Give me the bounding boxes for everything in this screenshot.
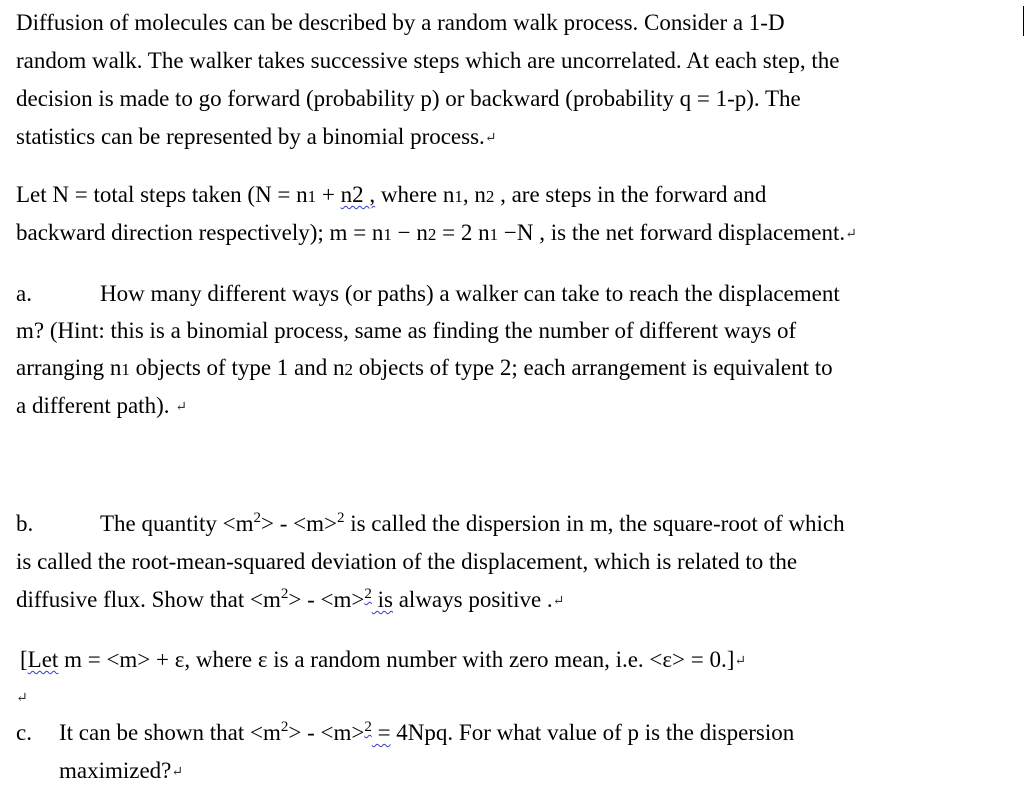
definition-text: backward direction respectively); m = n: [16, 220, 384, 245]
paragraph-mark: ↵: [171, 764, 184, 780]
part-c-line-2: [16, 752, 183, 789]
definition-text: , are steps in the forward and: [494, 182, 767, 207]
part-c-label: c.: [16, 720, 32, 745]
definition-text: +: [316, 182, 341, 207]
definition-line-2: [16, 214, 857, 251]
part-c-text: > - <m>: [288, 720, 365, 745]
spell-check-underline: Let: [27, 647, 59, 672]
hint-text: m = <m> + ε, where ε is a random number with zero mean, i.e. <ε> = 0.]: [58, 647, 735, 672]
part-a-text-2: m? (Hint: this is a binomial process, same as finding the number of different ways of: [16, 318, 797, 343]
paragraph-mark: ↵: [552, 593, 565, 609]
subscript: 2: [485, 187, 495, 206]
intro-line-2: [16, 42, 839, 79]
intro-text-3: decision is made to go forward (probability p) or backward (probability q = 1-p). The: [16, 86, 801, 111]
part-b-text: diffusive flux. Show that <m: [16, 587, 281, 612]
definition-text: , n: [462, 182, 486, 207]
paragraph-mark: ↵: [734, 653, 747, 669]
part-a-line-1: [16, 275, 840, 312]
part-c-text: 4Npq. For what value of p is the dispersion: [390, 720, 795, 745]
paragraph-mark: ↵: [845, 226, 857, 242]
part-c-line-1: [16, 714, 794, 751]
part-a-line-4: [16, 387, 187, 424]
part-a-line-3: [16, 349, 833, 386]
definition-text: Let N = total steps taken (N = n: [16, 182, 308, 207]
definition-text: − n: [391, 220, 428, 245]
paragraph-mark: ↵: [484, 130, 497, 146]
subscript: 2: [344, 360, 354, 379]
definition-line-1: [16, 176, 766, 213]
part-a-text: objects of type 1 and n: [129, 355, 345, 380]
part-b-line-1: [16, 505, 845, 542]
intro-text-2: random walk. The walker takes successive steps which are uncorrelated. At each step, the: [16, 48, 840, 73]
empty-line: [16, 678, 28, 715]
part-c-text: It can be shown that <m: [59, 720, 281, 745]
part-b-text: always positive .: [392, 587, 553, 612]
subscript: 1: [121, 360, 130, 379]
part-a-label: a.: [16, 281, 32, 306]
part-b-text: > - <m>: [288, 587, 365, 612]
part-b-line-3: [16, 581, 564, 618]
superscript: 2: [364, 586, 372, 602]
intro-line-4: [16, 118, 497, 155]
intro-text-4: statistics can be represented by a binomial process.: [16, 124, 485, 149]
part-b-label: b.: [16, 511, 34, 536]
part-b-text: The quantity <m: [100, 511, 254, 536]
superscript: 2: [336, 510, 345, 526]
part-a-text-4: a different path).: [16, 393, 170, 418]
subscript: 1: [383, 225, 392, 244]
subscript: 2: [427, 225, 437, 244]
superscript: 2: [253, 510, 261, 526]
part-b-line-2: [16, 543, 797, 580]
spell-check-underline: is: [371, 587, 393, 612]
part-c-text-2: maximized?: [59, 758, 172, 783]
intro-text-1: Diffusion of molecules can be described by a random walk process. Consider a 1-D: [16, 10, 785, 35]
intro-line-3: [16, 80, 801, 117]
subscript: 1: [307, 187, 317, 206]
part-b-text-2: is called the root-mean-squared deviation of the displacement, which is related to the: [16, 549, 798, 574]
superscript: 2: [364, 719, 372, 735]
superscript: 2: [280, 586, 289, 602]
part-b-text: is called the dispersion in m, the square-root of which: [344, 511, 845, 536]
part-b-text: > - <m>: [261, 511, 337, 536]
subscript: 1: [489, 225, 499, 244]
definition-text: = 2 n: [436, 220, 490, 245]
part-a-line-2: [16, 312, 796, 349]
spell-check-underline: n2 ,: [340, 182, 376, 207]
paragraph-mark: ↵: [16, 690, 28, 706]
definition-text: where n: [375, 182, 455, 207]
definition-text: −N , is the net forward displacement.: [498, 220, 846, 245]
part-a-text: objects of type 2; each arrangement is equivalent to: [353, 355, 833, 380]
intro-line-1: [16, 4, 785, 41]
superscript: 2: [280, 719, 289, 735]
part-a-text: arranging n: [16, 355, 122, 380]
document-page: [16, 0, 1024, 795]
part-a-text-1: How many different ways (or paths) a walker can take to reach the displacement: [100, 281, 840, 306]
subscript: 1: [454, 187, 463, 206]
spell-check-underline: =: [371, 720, 391, 745]
hint-b-line: [20, 641, 746, 678]
hint-bracket: [: [20, 647, 28, 672]
paragraph-mark: ↵: [175, 399, 187, 415]
